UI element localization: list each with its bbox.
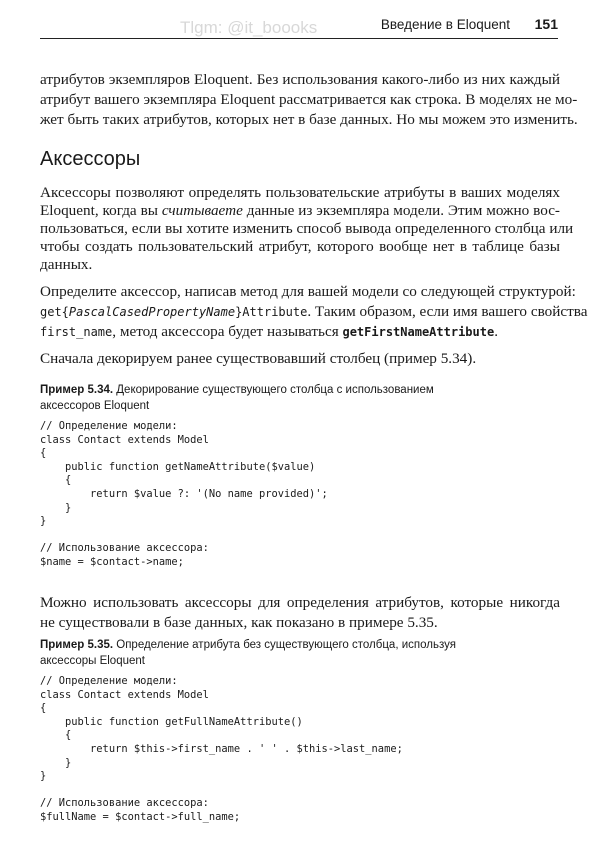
example-caption-5-35 xyxy=(40,637,560,669)
text: , метод аксессора будет называться xyxy=(112,323,343,340)
text: данные из экземпляра модели. Этим можно вос- xyxy=(242,202,560,219)
paragraph-new-attributes xyxy=(40,593,560,633)
text-line xyxy=(40,322,560,342)
text-line: атрибутов экземпляров Eloquent. Без использования какого-либо из них каждый xyxy=(40,71,560,88)
text-line: Определите аксессор, написав метод для вашей модели со следующей структурой: xyxy=(40,283,576,300)
code-inline: get{ xyxy=(40,305,69,319)
code-inline-italic: PascalCasedPropertyName xyxy=(68,305,236,319)
text-line: атрибут вашего экземпляра Eloquent рассматривается как строка. В моделях не мо- xyxy=(40,91,578,108)
code-block-5-35: // Определение модели: class Contact extends Model { public function getFullNameAttribute() { return $this->first_name . ' ' . $this->last_name; } } // Использование аксессора: $fullName = $contact->full_name; xyxy=(40,675,403,823)
text: . Таким образом, если имя вашего свойства xyxy=(307,303,588,320)
example-label: Пример 5.34. xyxy=(40,384,114,396)
caption-text: Декорирование существующего столбца с использованием xyxy=(113,384,434,396)
paragraph-decorate xyxy=(40,349,560,369)
code-block-5-34: // Определение модели: class Contact extends Model { public function getNameAttribute($value) { return $value ?: '(No name provided)'; } } // Использование аксессора: $name = $contact->name; xyxy=(40,420,328,568)
page-number: 151 xyxy=(534,16,558,32)
section-heading: Аксессоры xyxy=(40,148,141,170)
caption-text: аксессоры Eloquent xyxy=(40,655,145,667)
paragraph-accessors xyxy=(40,184,574,274)
text-line xyxy=(40,202,560,220)
text-line: Сначала декорируем ранее существовавший столбец (пример 5.34). xyxy=(40,350,477,367)
emphasis: считываете xyxy=(161,202,243,219)
text: Eloquent, когда вы xyxy=(40,202,162,219)
text-line: не существовали в базе данных, как показано в примере 5.35. xyxy=(40,614,438,631)
text-line: данных. xyxy=(40,256,93,273)
running-header xyxy=(40,14,558,39)
text-line xyxy=(40,302,588,322)
text: . xyxy=(494,323,498,340)
example-label: Пример 5.35. xyxy=(40,639,114,651)
caption-text: Определение атрибута без существующего столбца, используя xyxy=(113,639,456,651)
text-line: Можно использовать аксессоры для определения атрибутов, которые никогда xyxy=(40,594,560,611)
code-inline: first_name xyxy=(40,325,113,339)
code-inline: }Attribute xyxy=(235,305,308,319)
code-inline-bold: getFirstNameAttribute xyxy=(342,325,495,339)
text-line: жет быть таких атрибутов, которых нет в базе данных. Но мы можем это изменить. xyxy=(40,111,578,128)
paragraph-define-accessor xyxy=(40,282,588,342)
paragraph-intro xyxy=(40,70,578,130)
chapter-title: Введение в Eloquent xyxy=(380,17,510,32)
text-line: чтобы создать пользовательский атрибут, которого вообще нет в таблице базы xyxy=(40,238,560,255)
caption-text: аксессоров Eloquent xyxy=(40,400,150,412)
watermark: Tlgm: @it_boooks xyxy=(180,18,318,37)
example-caption-5-34 xyxy=(40,382,560,414)
text-line: пользоваться, если вы хотите изменить способ вывода определенного столбца или xyxy=(40,220,574,237)
text-line: Аксессоры позволяют определять пользовательские атрибуты в ваших моделях xyxy=(40,184,560,201)
